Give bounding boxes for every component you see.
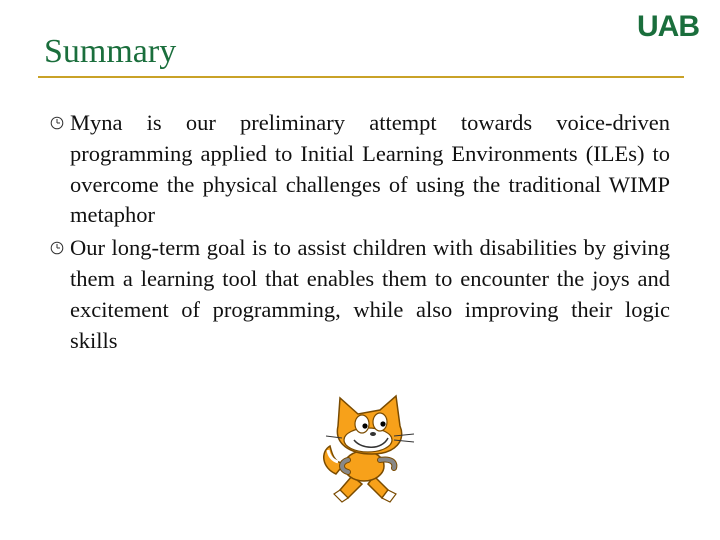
scratch-cat-mascot	[318, 390, 424, 504]
bullet-item	[44, 108, 670, 231]
uab-logo	[628, 10, 708, 40]
bullet-text: Myna is our preliminary attempt towards voice-driven programming applied to Initial Learning Environments (ILEs) to overcome the physical challenges of using the traditional WIMP metaphor	[70, 110, 670, 228]
bullet-text: Our long-term goal is to assist children with disabilities by giving them a learning tool that enables them to encounter the joys and excitement of programming, while also improving their logic skills	[70, 235, 670, 353]
bullet-list	[44, 108, 670, 358]
bullet-item	[44, 233, 670, 356]
slide-title: Summary	[44, 33, 177, 70]
clock-bullet-icon	[50, 241, 64, 255]
title-divider	[38, 76, 684, 78]
clock-bullet-icon	[50, 116, 64, 130]
uab-logo-text: UAB	[637, 10, 699, 40]
